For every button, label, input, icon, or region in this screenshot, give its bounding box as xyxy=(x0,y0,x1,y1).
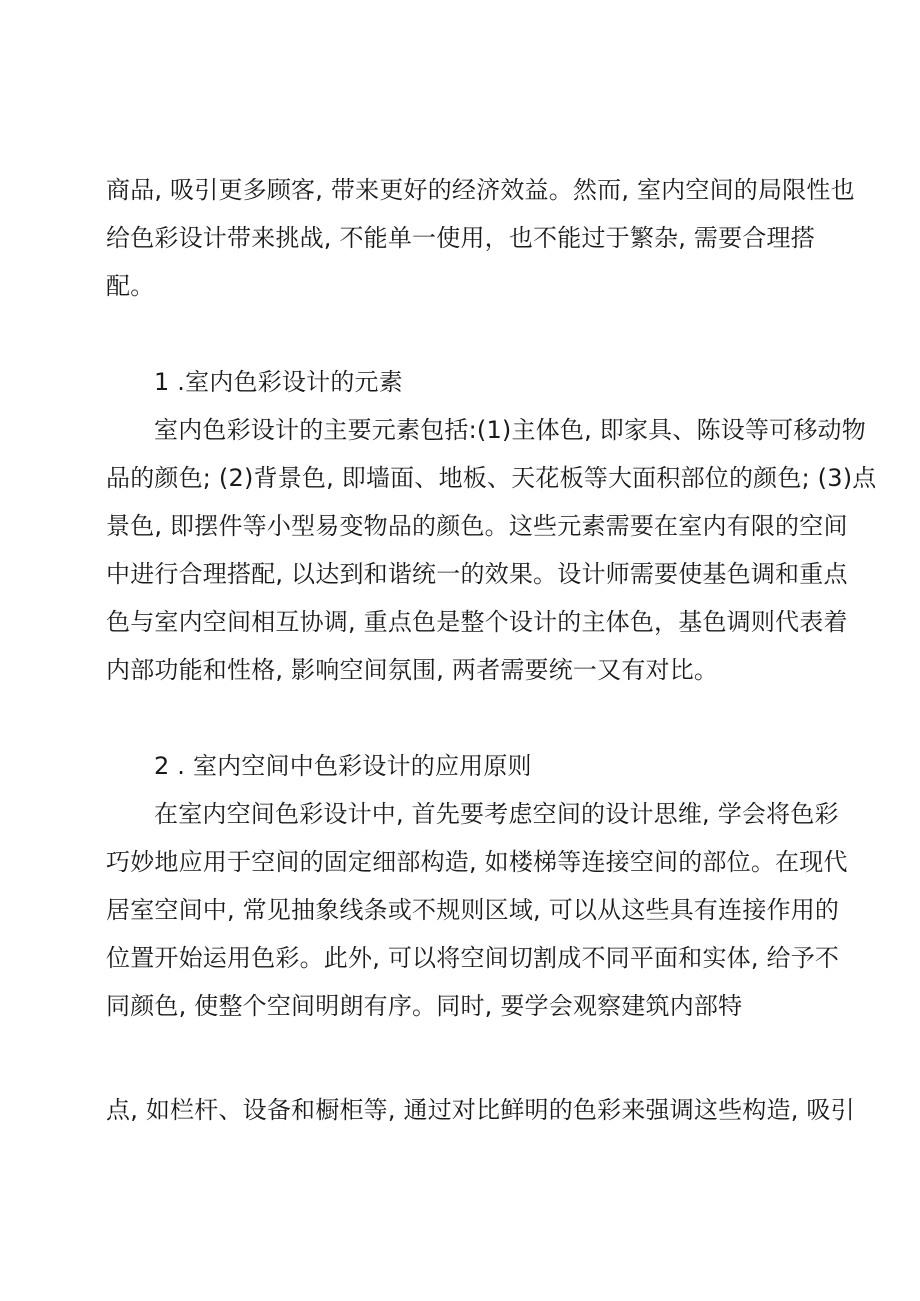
section-2-line-1: 在室内空间色彩设计中, 首先要考虑空间的设计思维, 学会将色彩 xyxy=(154,800,839,828)
section-2-line-2: 巧妙地应用于空间的固定细部构造, 如楼梯等连接空间的部位。在现代 xyxy=(106,848,848,876)
section-1-line-1: 室内色彩设计的主要元素包括:(1)主体色, 即家具、陈设等可移动物 xyxy=(154,416,866,444)
section-2-line-4: 位置开始运用色彩。此外, 可以将空间切割成不同平面和实体, 给予不 xyxy=(106,944,840,972)
section-2-line-5: 同颜色, 使整个空间明朗有序。同时, 要学会观察建筑内部特 xyxy=(106,992,743,1020)
section-2-heading: 2 . 室内空间中色彩设计的应用原则 xyxy=(154,752,532,780)
section-1-line-3: 景色, 即摆件等小型易变物品的颜色。这些元素需要在室内有限的空间 xyxy=(106,512,848,540)
intro-line-1: 商品, 吸引更多顾客, 带来更好的经济效益。然而, 室内空间的局限性也 xyxy=(106,176,855,204)
continuation-line: 点, 如栏杆、设备和橱柜等, 通过对比鲜明的色彩来强调这些构造, 吸引 xyxy=(106,1096,855,1124)
section-1-line-2: 品的颜色; (2)背景色, 即墙面、地板、天花板等大面积部位的颜色; (3)点 xyxy=(106,464,877,492)
section-1-line-5: 色与室内空间相互协调, 重点色是整个设计的主体色，基色调则代表着 xyxy=(106,608,848,636)
intro-line-3: 配。 xyxy=(106,272,155,300)
section-2-line-3: 居室空间中, 常见抽象线条或不规则区域, 可以从这些具有连接作用的 xyxy=(106,896,840,924)
section-1-heading: 1 .室内色彩设计的元素 xyxy=(154,368,403,396)
intro-line-2: 给色彩设计带来挑战, 不能单一使用，也不能过于繁杂, 需要合理搭 xyxy=(106,224,815,252)
section-1-line-6: 内部功能和性格, 影响空间氛围, 两者需要统一又有对比。 xyxy=(106,656,719,684)
section-1-line-4: 中进行合理搭配, 以达到和谐统一的效果。设计师需要使基色调和重点 xyxy=(106,560,848,588)
